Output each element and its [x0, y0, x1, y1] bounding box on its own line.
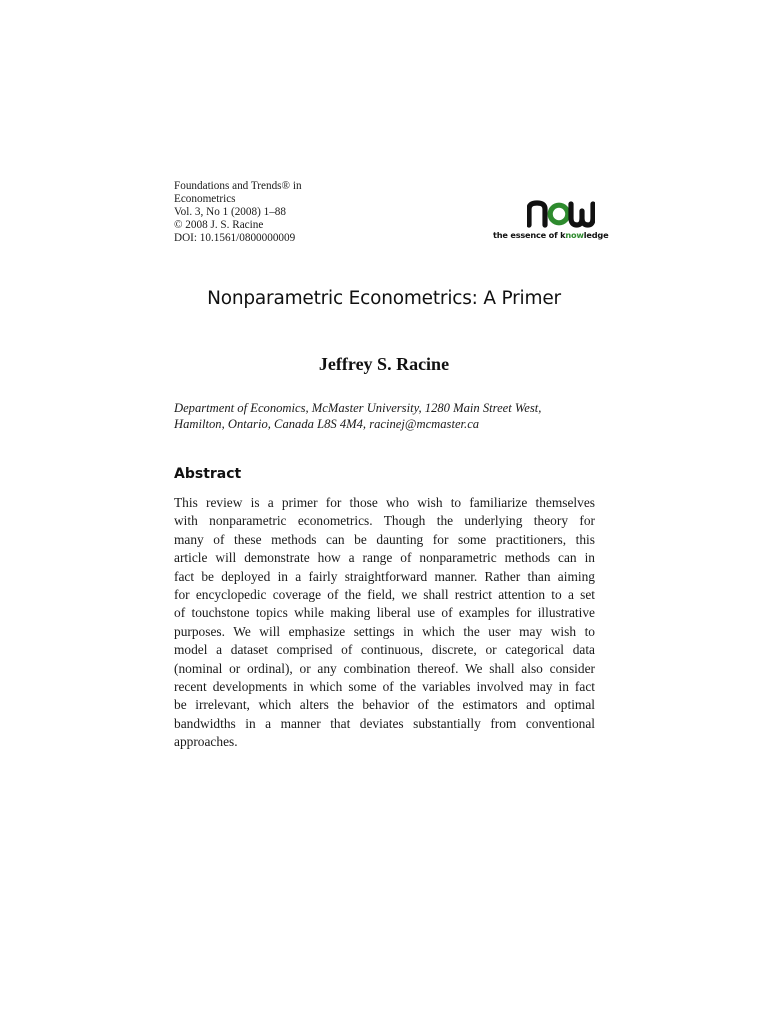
- abstract-line: for encyclopedic coverage of the field, we shall restrict attention to a set: [174, 586, 595, 602]
- abstract-line: article will demonstrate how a range of nonparametric methods can in: [174, 550, 595, 566]
- abstract-line: (nominal or ordinal), or any combination thereof. We shall also consider: [174, 660, 595, 676]
- journal-copyright: © 2008 J. S. Racine: [174, 219, 264, 231]
- abstract-line: with nonparametric econometrics. Though the underlying theory for: [174, 513, 595, 529]
- publisher-logo: [493, 199, 609, 245]
- abstract-line: model a dataset comprised of continuous, discrete, or categorical data: [174, 642, 595, 658]
- journal-doi: DOI: 10.1561/0800000009: [174, 232, 296, 244]
- now-publishers-logo-icon: [527, 199, 595, 229]
- abstract-line: many of these methods can be daunting for some practitioners, this: [174, 531, 595, 547]
- abstract-line: purposes. We will emphasize settings in which the user may wish to: [174, 623, 595, 639]
- journal-volume: Vol. 3, No 1 (2008) 1–88: [174, 206, 286, 218]
- journal-name: Econometrics: [174, 193, 236, 205]
- abstract-line: recent developments in which some of the variables involved may in fact: [174, 678, 595, 694]
- abstract-line: be irrelevant, which alters the behavior of the estimators and optimal: [174, 697, 595, 713]
- journal-info: [174, 180, 374, 245]
- paper-title: Nonparametric Econometrics: A Primer: [207, 288, 561, 309]
- abstract-body: [174, 494, 595, 751]
- author-affiliation: [174, 400, 604, 432]
- journal-series: Foundations and Trends® in: [174, 180, 302, 192]
- affiliation-line: Hamilton, Ontario, Canada L8S 4M4, racinej@mcmaster.ca: [174, 417, 480, 431]
- abstract-heading: Abstract: [174, 466, 242, 482]
- abstract-line: This review is a primer for those who wish to familiarize themselves: [174, 495, 595, 510]
- abstract-line: approaches.: [174, 734, 238, 750]
- affiliation-line: Department of Economics, McMaster University, 1280 Main Street West,: [174, 401, 542, 415]
- abstract-line: fact be deployed in a fairly straightforward manner. Rather than aiming: [174, 568, 595, 584]
- publisher-tagline: the essence of knowledge: [493, 230, 609, 240]
- abstract-line: of touchstone topics while making liberal use of examples for illustrative: [174, 605, 595, 621]
- abstract-line: bandwidths in a manner that deviates substantially from conventional: [174, 715, 595, 731]
- author-name: Jeffrey S. Racine: [318, 354, 450, 374]
